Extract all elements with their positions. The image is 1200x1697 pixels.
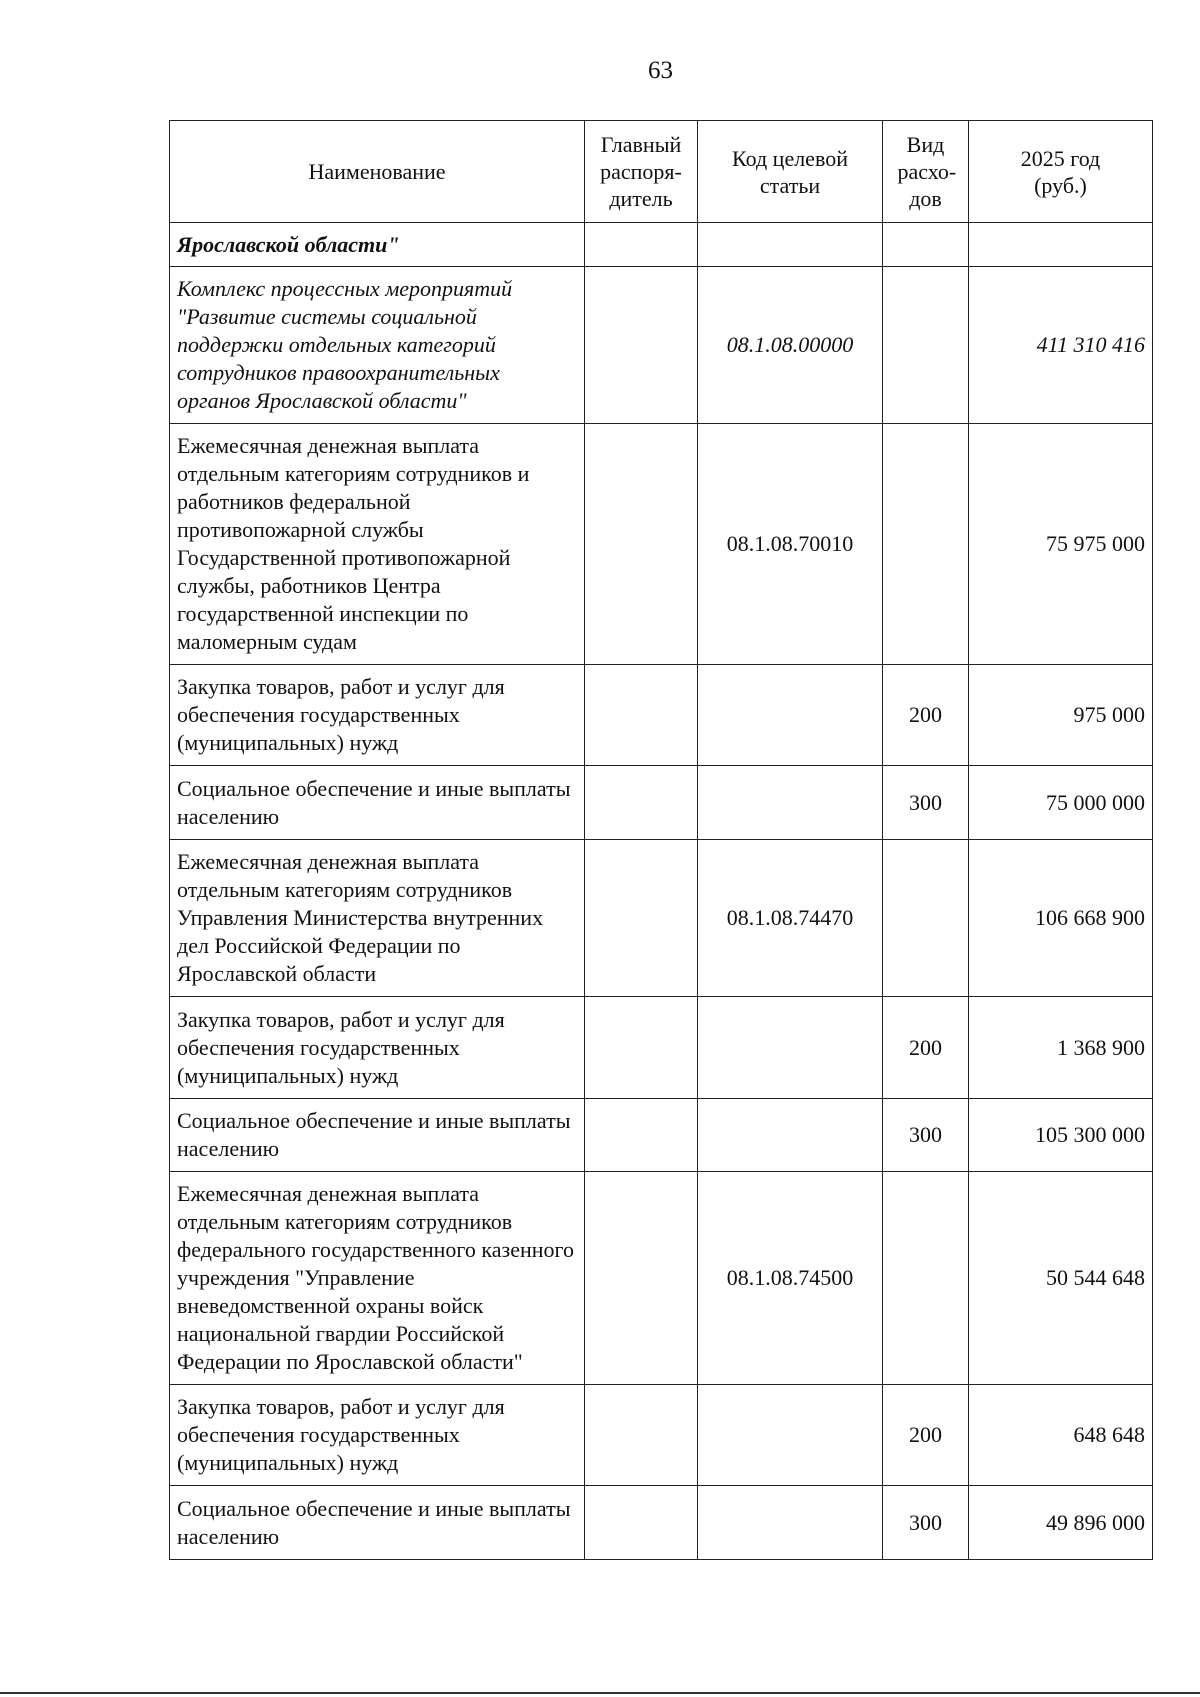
- row-name: Ярославской области": [170, 223, 585, 267]
- row-name: Социальное обеспечение и иные выплаты населению: [170, 1486, 585, 1560]
- row-kind: 300: [883, 1099, 969, 1172]
- row-kind: [883, 840, 969, 997]
- table-header-row: [170, 121, 1153, 223]
- header-manager-text: Главный распоря-дитель: [600, 132, 682, 211]
- row-code: [698, 1385, 883, 1486]
- row-manager: [585, 1486, 698, 1560]
- header-manager: [585, 121, 698, 223]
- row-name: Комплекс процессных мероприятий "Развитие системы социальной поддержки отдельных категорий сотрудников правоохранительных органов Ярославской области": [170, 267, 585, 424]
- row-kind: [883, 1172, 969, 1385]
- table-row: [170, 267, 1153, 424]
- row-name: Закупка товаров, работ и услуг для обеспечения государственных (муниципальных) нужд: [170, 997, 585, 1099]
- row-code: [698, 1099, 883, 1172]
- row-manager: [585, 840, 698, 997]
- table-row: [170, 424, 1153, 665]
- row-sum: 1 368 900: [969, 997, 1153, 1099]
- row-kind: [883, 223, 969, 267]
- row-name: Социальное обеспечение и иные выплаты населению: [170, 1099, 585, 1172]
- row-code: [698, 997, 883, 1099]
- row-name: Социальное обеспечение и иные выплаты населению: [170, 766, 585, 840]
- row-manager: [585, 1099, 698, 1172]
- row-manager: [585, 424, 698, 665]
- row-code: 08.1.08.74470: [698, 840, 883, 997]
- row-name: Закупка товаров, работ и услуг для обеспечения государственных (муниципальных) нужд: [170, 665, 585, 766]
- row-kind: 200: [883, 665, 969, 766]
- table-row: [170, 665, 1153, 766]
- table-row: [170, 1172, 1153, 1385]
- row-manager: [585, 766, 698, 840]
- row-code: [698, 766, 883, 840]
- header-kind: [883, 121, 969, 223]
- row-sum: 411 310 416: [969, 267, 1153, 424]
- table-row: [170, 997, 1153, 1099]
- table-row: [170, 223, 1153, 267]
- row-sum: 648 648: [969, 1385, 1153, 1486]
- row-sum: 75 975 000: [969, 424, 1153, 665]
- row-kind: [883, 267, 969, 424]
- row-code: 08.1.08.70010: [698, 424, 883, 665]
- page-number: 63: [648, 57, 673, 84]
- table-row: [170, 840, 1153, 997]
- row-manager: [585, 267, 698, 424]
- row-kind: 300: [883, 766, 969, 840]
- table-row: [170, 1486, 1153, 1560]
- row-code: [698, 665, 883, 766]
- header-sum: [969, 121, 1153, 223]
- row-manager: [585, 1385, 698, 1486]
- header-kind-text: Вид расхо-дов: [897, 132, 957, 211]
- row-manager: [585, 1172, 698, 1385]
- row-name: Ежемесячная денежная выплата отдельным категориям сотрудников и работников федеральной противопожарной службы Государственной противопожарной службы, работников Центра государственной инспекции по маломерным судам: [170, 424, 585, 665]
- header-code-text: Код целевой статьи: [732, 145, 848, 198]
- row-manager: [585, 997, 698, 1099]
- header-code: [698, 121, 883, 223]
- table-row: [170, 1099, 1153, 1172]
- page-bottom-rule: [0, 1692, 1200, 1694]
- row-manager: [585, 223, 698, 267]
- row-sum: [969, 223, 1153, 267]
- row-sum: 106 668 900: [969, 840, 1153, 997]
- row-sum: 105 300 000: [969, 1099, 1153, 1172]
- row-sum: 75 000 000: [969, 766, 1153, 840]
- row-name: Ежемесячная денежная выплата отдельным категориям сотрудников Управления Министерства внутренних дел Российской Федерации по Ярославской области: [170, 840, 585, 997]
- row-sum: 49 896 000: [969, 1486, 1153, 1560]
- row-kind: 200: [883, 1385, 969, 1486]
- row-manager: [585, 665, 698, 766]
- row-sum: 975 000: [969, 665, 1153, 766]
- row-kind: [883, 424, 969, 665]
- row-kind: 200: [883, 997, 969, 1099]
- row-code: [698, 223, 883, 267]
- budget-table: [169, 120, 1153, 1560]
- row-kind: 300: [883, 1486, 969, 1560]
- header-sum-text: 2025 год (руб.): [1020, 145, 1101, 198]
- row-code: [698, 1486, 883, 1560]
- row-sum: 50 544 648: [969, 1172, 1153, 1385]
- row-name: Закупка товаров, работ и услуг для обеспечения государственных (муниципальных) нужд: [170, 1385, 585, 1486]
- row-name: Ежемесячная денежная выплата отдельным категориям сотрудников федерального государственного казенного учреждения "Управление вневедомственной охраны войск национальной гвардии Российской Федерации по Ярославской области": [170, 1172, 585, 1385]
- table-row: [170, 766, 1153, 840]
- row-code: 08.1.08.00000: [698, 267, 883, 424]
- header-name: Наименование: [170, 121, 585, 223]
- row-code: 08.1.08.74500: [698, 1172, 883, 1385]
- table-row: [170, 1385, 1153, 1486]
